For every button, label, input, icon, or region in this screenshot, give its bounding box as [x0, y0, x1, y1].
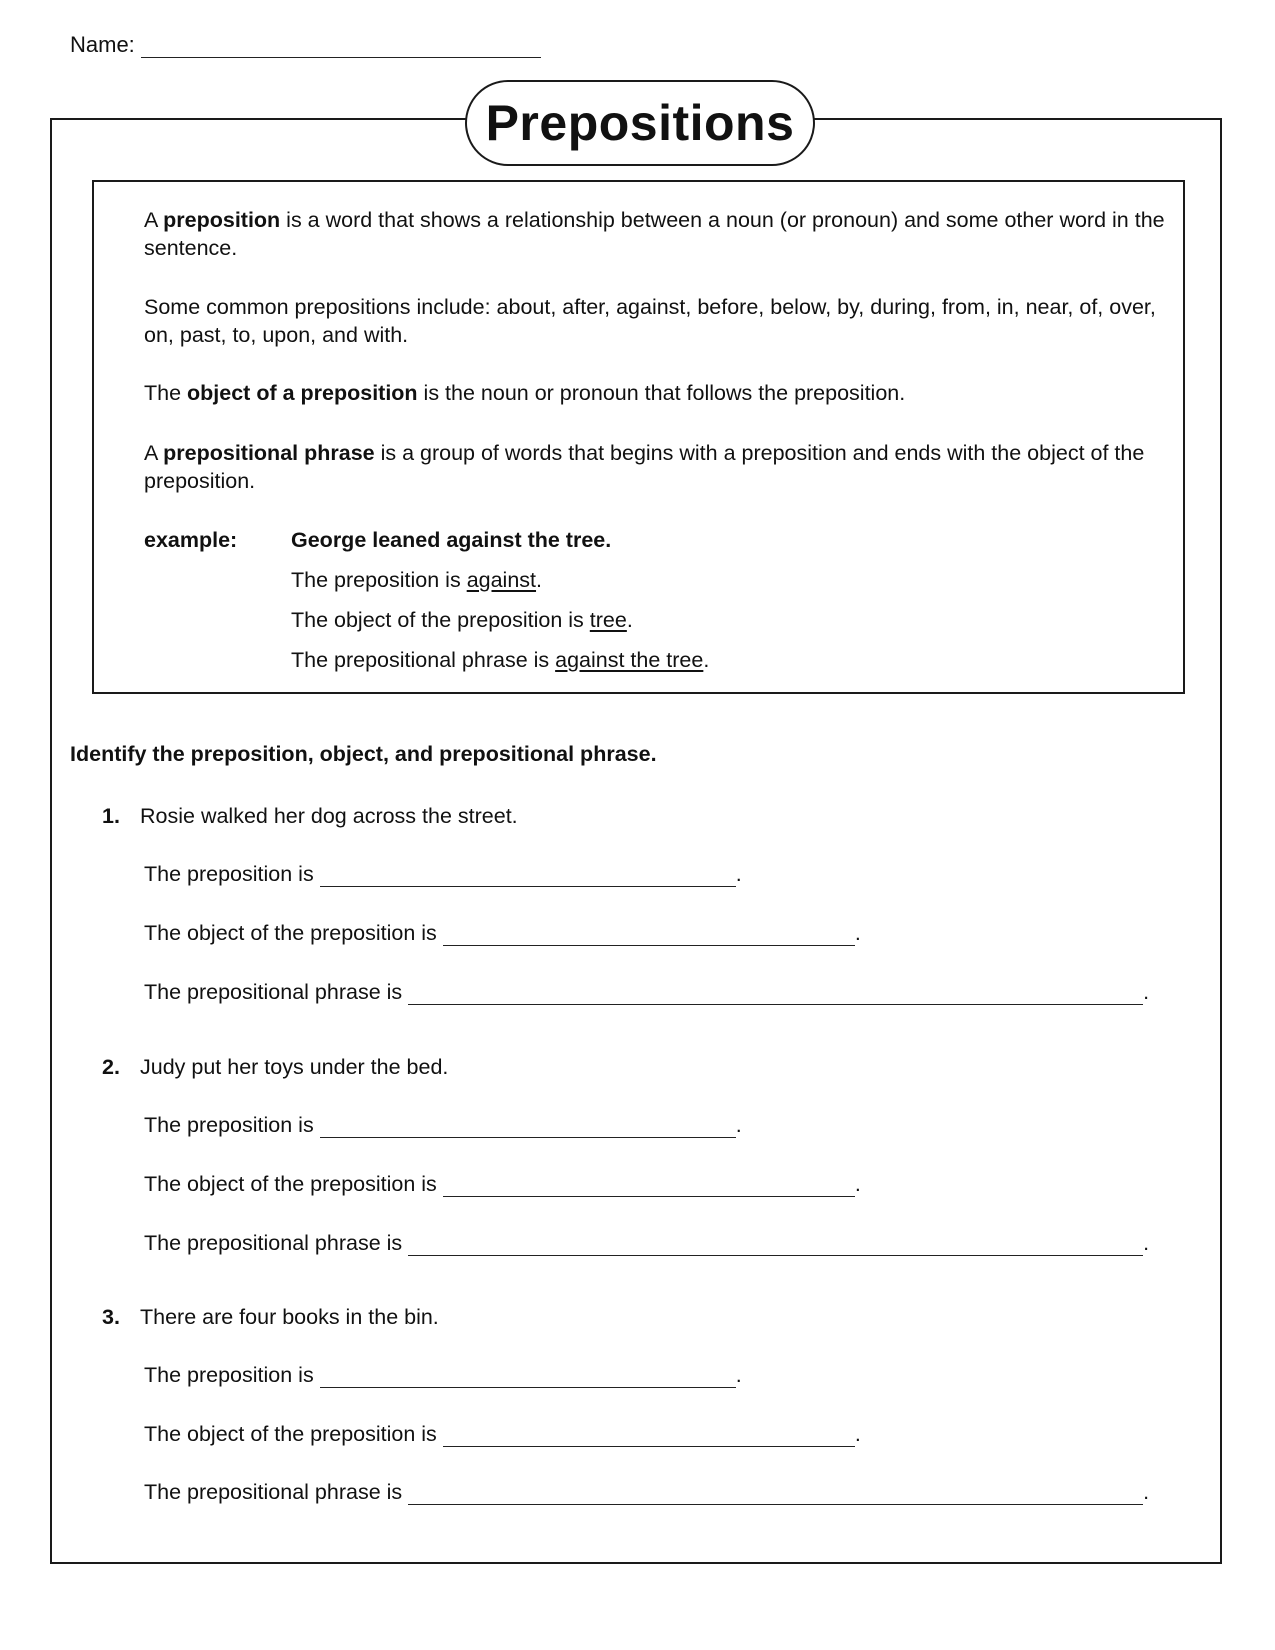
definition-preposition: A preposition is a word that shows a relationship between a noun (or pronoun) and some other word in the sentence. — [144, 208, 1165, 260]
term-preposition: preposition — [163, 208, 281, 232]
question-2-preposition: The preposition is . — [144, 1113, 742, 1137]
page-title: Prepositions — [465, 80, 815, 166]
question-2-text: Judy put her toys under the bed. — [140, 1055, 449, 1079]
example-preposition: The preposition is against. — [291, 568, 543, 592]
name-label: Name: — [70, 32, 135, 57]
definition-object: The object of a preposition is the noun or pronoun that follows the preposition. — [144, 381, 906, 405]
name-field[interactable] — [141, 35, 541, 58]
question-1-text: Rosie walked her dog across the street. — [140, 804, 518, 828]
answer-blank[interactable] — [408, 984, 1143, 1005]
answer-blank[interactable] — [443, 1176, 855, 1197]
question-1-preposition: The preposition is . — [144, 862, 742, 886]
term-phrase: prepositional phrase — [163, 441, 375, 465]
term-object: object of a preposition — [187, 381, 418, 405]
question-2-object: The object of the preposition is . — [144, 1172, 861, 1196]
question-1-number: 1. — [102, 804, 120, 828]
answer-blank[interactable] — [320, 1367, 736, 1388]
example-sentence: George leaned against the tree. — [291, 528, 612, 552]
answer-blank[interactable] — [408, 1484, 1143, 1505]
question-3-number: 3. — [102, 1305, 120, 1329]
example-label: example: — [144, 528, 238, 552]
answer-blank[interactable] — [443, 925, 855, 946]
name-row — [70, 32, 541, 58]
question-1-phrase: The prepositional phrase is . — [144, 980, 1150, 1004]
answer-blank[interactable] — [320, 1117, 736, 1138]
question-3-text: There are four books in the bin. — [140, 1305, 439, 1329]
answer-blank[interactable] — [408, 1235, 1143, 1256]
example-phrase: The prepositional phrase is against the tree. — [291, 648, 710, 672]
answer-blank[interactable] — [320, 866, 736, 887]
question-2-number: 2. — [102, 1055, 120, 1079]
answer-blank[interactable] — [443, 1426, 855, 1447]
common-prepositions: Some common prepositions include: about, after, against, before, below, by, during, from, in, near, of, over, on, past, to, upon, and with. — [144, 295, 1156, 347]
instruction: Identify the preposition, object, and prepositional phrase. — [70, 742, 657, 766]
question-3-phrase: The prepositional phrase is . — [144, 1480, 1150, 1504]
question-3-preposition: The preposition is . — [144, 1363, 742, 1387]
question-1-object: The object of the preposition is . — [144, 921, 861, 945]
definition-phrase: A prepositional phrase is a group of words that begins with a preposition and ends with the object of the preposition. — [144, 441, 1145, 493]
question-3-object: The object of the preposition is . — [144, 1422, 861, 1446]
example-object: The object of the preposition is tree. — [291, 608, 633, 632]
question-2-phrase: The prepositional phrase is . — [144, 1231, 1150, 1255]
